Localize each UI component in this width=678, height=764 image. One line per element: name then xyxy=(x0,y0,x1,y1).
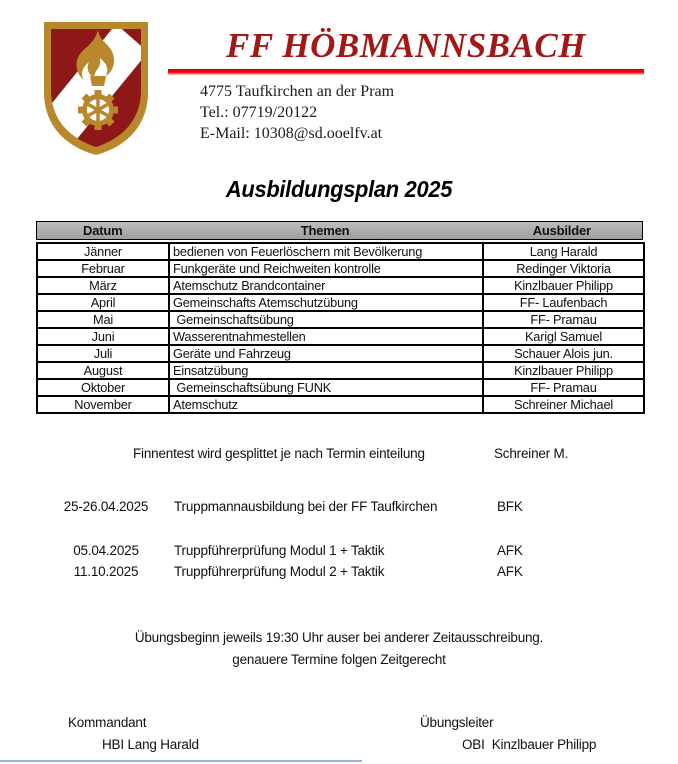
extra-instructor: AFK xyxy=(497,564,523,579)
email-line: E-Mail: 10308@sd.ooelfv.at xyxy=(200,125,383,142)
cell-themen: Einsatzübung xyxy=(169,362,483,379)
cell-datum: April xyxy=(37,294,169,311)
extra-instructor: BFK xyxy=(497,499,523,514)
organization-name: FF HÖBMANNSBACH xyxy=(226,26,586,65)
cell-ausbilder: FF- Pramau xyxy=(483,379,644,396)
table-header-row xyxy=(36,221,643,240)
extra-topic: Truppführerprüfung Modul 1 + Taktik xyxy=(174,543,385,558)
note-dates-follow: genauere Termine folgen Zeitgerecht xyxy=(232,652,446,667)
cell-themen: Geräte und Fahrzeug xyxy=(169,345,483,362)
cell-themen: Atemschutz xyxy=(169,396,483,413)
phone-line: Tel.: 07719/20122 xyxy=(200,104,318,121)
table-row xyxy=(37,294,644,311)
cell-themen: Gemeinschafts Atemschutzübung xyxy=(169,294,483,311)
cell-ausbilder: Kinzlbauer Philipp xyxy=(483,277,644,294)
table-row xyxy=(37,396,644,413)
column-header-themen: Themen xyxy=(300,223,350,238)
extra-instructor: AFK xyxy=(497,543,523,558)
finnentest-note: Finnentest wird gesplittet je nach Termin einteilung xyxy=(133,446,425,461)
cell-ausbilder: Schreiner Michael xyxy=(483,396,644,413)
table-row xyxy=(37,328,644,345)
table-row xyxy=(37,311,644,328)
masthead xyxy=(168,26,644,144)
cell-ausbilder: FF- Laufenbach xyxy=(483,294,644,311)
cell-datum: Februar xyxy=(37,260,169,277)
training-schedule-table xyxy=(36,242,645,414)
cell-themen: Gemeinschaftsübung FUNK xyxy=(169,379,483,396)
cell-ausbilder: FF- Pramau xyxy=(483,311,644,328)
commander-name: HBI Lang Harald xyxy=(102,737,199,752)
column-header-ausbilder: Ausbilder xyxy=(532,223,591,238)
cell-datum: Juni xyxy=(37,328,169,345)
table-row xyxy=(37,379,644,396)
extra-topic: Truppführerprüfung Modul 2 + Taktik xyxy=(174,564,385,579)
cell-themen: Atemschutz Brandcontainer xyxy=(169,277,483,294)
table-row xyxy=(37,243,644,260)
cell-datum: März xyxy=(37,277,169,294)
training-leader-name: OBI Kinzlbauer Philipp xyxy=(462,737,597,752)
cell-datum: Jänner xyxy=(37,243,169,260)
cell-datum: Oktober xyxy=(37,379,169,396)
table-row xyxy=(37,260,644,277)
note-start-time: Übungsbeginn jeweils 19:30 Uhr auser bei anderer Zeitausschreibung. xyxy=(134,630,544,645)
document-title: Ausbildungsplan 2025 xyxy=(225,176,453,202)
red-divider-rule xyxy=(168,69,644,75)
cell-datum: Juli xyxy=(37,345,169,362)
table-row xyxy=(37,345,644,362)
cell-themen: Gemeinschaftsübung xyxy=(169,311,483,328)
cell-themen: bedienen von Feuerlöschern mit Bevölkerung xyxy=(169,243,483,260)
cell-themen: Funkgeräte und Reichweiten kontrolle xyxy=(169,260,483,277)
fire-brigade-crest-icon xyxy=(40,18,152,158)
cell-themen: Wasserentnahmestellen xyxy=(169,328,483,345)
column-header-datum: Datum xyxy=(83,223,123,238)
extra-date: 25-26.04.2025 xyxy=(63,499,149,514)
cell-datum: November xyxy=(37,396,169,413)
finnentest-instructor: Schreiner M. xyxy=(494,446,569,461)
cell-ausbilder: Kinzlbauer Philipp xyxy=(483,362,644,379)
cell-ausbilder: Karigl Samuel xyxy=(483,328,644,345)
bottom-page-rule xyxy=(0,760,362,762)
extra-topic: Truppmannausbildung bei der FF Taufkirchen xyxy=(174,499,438,514)
table-row xyxy=(37,362,644,379)
table-row xyxy=(37,277,644,294)
extra-date: 11.10.2025 xyxy=(73,564,139,579)
training-leader-role-label: Übungsleiter xyxy=(420,715,494,730)
cell-datum: August xyxy=(37,362,169,379)
commander-role-label: Kommandant xyxy=(68,715,147,730)
contact-block xyxy=(200,81,644,144)
cell-ausbilder: Redinger Viktoria xyxy=(483,260,644,277)
extra-date: 05.04.2025 xyxy=(73,543,139,558)
cell-datum: Mai xyxy=(37,311,169,328)
cell-ausbilder: Lang Harald xyxy=(483,243,644,260)
cell-ausbilder: Schauer Alois jun. xyxy=(483,345,644,362)
address-line: 4775 Taufkirchen an der Pram xyxy=(200,83,395,100)
